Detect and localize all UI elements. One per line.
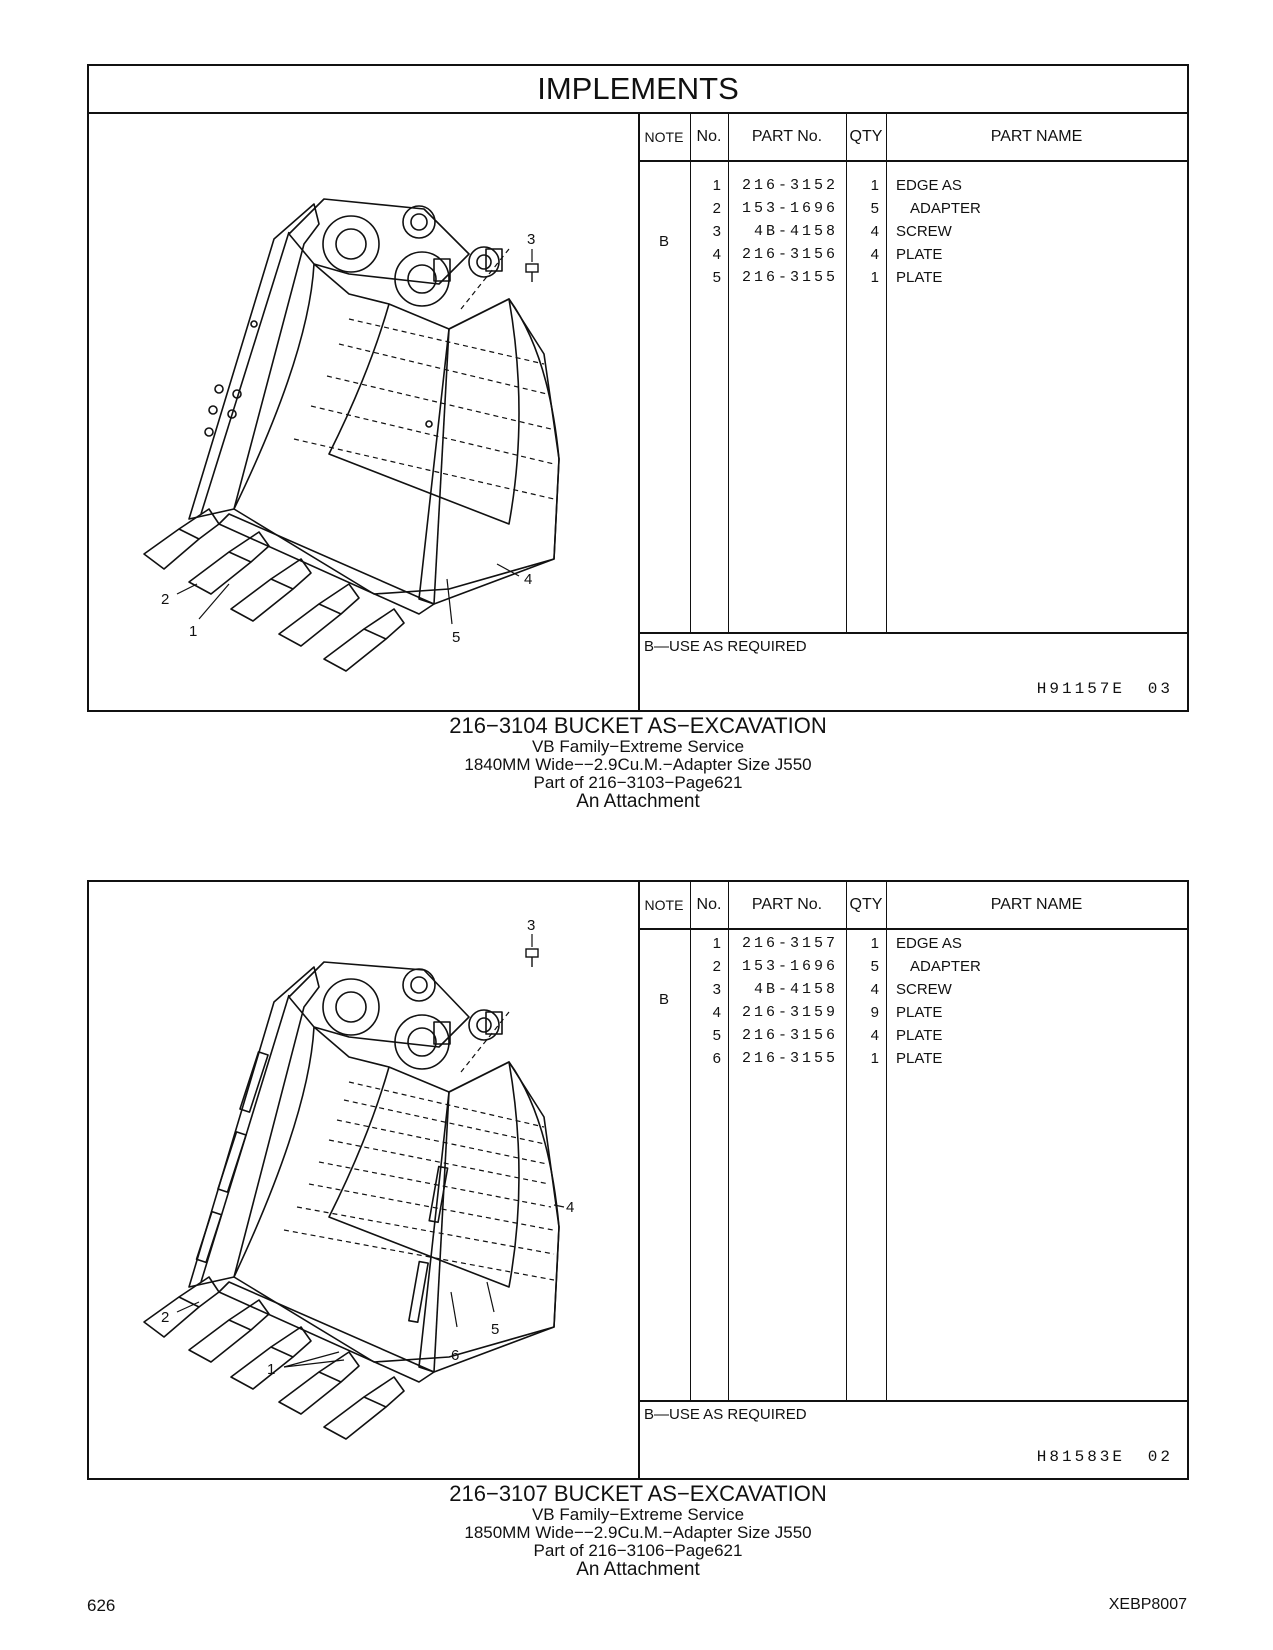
row-part-no: 216-3157 [741,935,838,952]
table-footer [638,1400,1187,1480]
caption-2 [87,1482,1189,1579]
bucket-drawing [89,114,638,710]
row-part-no: 153-1696 [741,958,838,975]
row-qty: 1 [870,269,879,286]
footnote: B—USE AS REQUIRED [644,638,807,655]
row-part-no: 4B-4158 [753,223,838,240]
caption-line: Part of 216−3103−Page621 [533,773,743,792]
row-name: ADAPTER [910,200,981,217]
row-name: PLATE [896,1004,943,1021]
row-no: 1 [712,177,721,194]
table-header [638,114,1187,162]
caption-line: 1840MM Wide−−2.9Cu.M.−Adapter Size J550 [464,755,812,774]
row-qty: 4 [870,1027,879,1044]
caption-line: VB Family−Extreme Service [531,1505,745,1524]
col-note: NOTE [644,897,684,913]
row-name: EDGE AS [896,935,962,952]
reference-revision: 02 [1147,1448,1173,1466]
callout-label: 1 [189,623,198,640]
row-part-no: 4B-4158 [753,981,838,998]
row-name: EDGE AS [896,177,962,194]
row-name: PLATE [896,269,943,286]
callout-label: 1 [267,1361,276,1378]
row-qty: 4 [870,981,879,998]
col-note: NOTE [644,129,684,145]
row-no: 3 [712,223,721,240]
caption-title: 216−3107 BUCKET AS−EXCAVATION [449,1481,827,1506]
bucket-illustration-1 [89,114,640,710]
table-header [638,882,1187,930]
row-qty: 4 [870,246,879,263]
col-part-no: PART No. [751,128,823,145]
parts-table-1 [638,114,1187,710]
col-part-no: PART No. [751,896,823,913]
row-no: 2 [712,958,721,975]
row-part-no: 216-3152 [741,177,838,194]
row-name: SCREW [896,981,952,998]
col-qty: QTY [849,896,883,913]
bucket-drawing [89,882,638,1478]
row-no: 4 [712,1004,721,1021]
row-name: ADAPTER [910,958,981,975]
callout-label: 3 [527,917,536,934]
parts-table-2 [638,882,1187,1478]
row-qty: 1 [870,177,879,194]
row-part-no: 216-3155 [741,269,838,286]
caption-line: 1850MM Wide−−2.9Cu.M.−Adapter Size J550 [464,1523,812,1542]
callout-label: 6 [451,1347,460,1364]
caption-1 [87,714,1189,811]
row-name: PLATE [896,1050,943,1067]
note-cell: B [658,991,669,1008]
row-part-no: 216-3156 [741,1027,838,1044]
page-number: 626 [87,1596,116,1615]
callout-label: 2 [161,1309,170,1326]
caption-line: Part of 216−3106−Page621 [533,1541,743,1560]
col-part-name: PART NAME [990,128,1083,145]
parts-panel-1 [87,64,1189,712]
callout-label: 5 [491,1321,500,1338]
col-part-name: PART NAME [990,896,1083,913]
row-qty: 1 [870,935,879,952]
reference-code: H81583E [1036,1448,1125,1466]
note-cell: B [658,233,669,250]
col-no: No. [696,896,722,913]
bucket-illustration-2 [89,882,640,1478]
table-footer [638,632,1187,712]
reference-revision: 03 [1147,680,1173,698]
col-no: No. [696,128,722,145]
caption-line: An Attachment [576,1559,700,1580]
row-part-no: 216-3159 [741,1004,838,1021]
caption-line: VB Family−Extreme Service [531,737,745,756]
caption-title: 216−3104 BUCKET AS−EXCAVATION [449,713,827,738]
row-part-no: 216-3156 [741,246,838,263]
row-part-no: 153-1696 [741,200,838,217]
row-no: 1 [712,935,721,952]
row-no: 6 [712,1050,721,1067]
col-qty: QTY [849,128,883,145]
row-part-no: 216-3155 [741,1050,838,1067]
callout-label: 2 [161,591,170,608]
row-no: 5 [712,1027,721,1044]
row-name: PLATE [896,1027,943,1044]
callout-label: 3 [527,231,536,248]
row-no: 4 [712,246,721,263]
document-code: XEBP8007 [1108,1596,1187,1613]
row-no: 3 [712,981,721,998]
callout-label: 5 [452,629,461,646]
callout-label: 4 [566,1199,575,1216]
row-no: 5 [712,269,721,286]
parts-panel-2 [87,880,1189,1480]
row-qty: 1 [870,1050,879,1067]
callout-label: 4 [524,571,533,588]
row-name: PLATE [896,246,943,263]
section-title: IMPLEMENTS [89,66,1187,114]
row-name: SCREW [896,223,952,240]
footnote: B—USE AS REQUIRED [644,1406,807,1423]
row-qty: 5 [870,958,879,975]
caption-line: An Attachment [576,791,700,812]
row-no: 2 [712,200,721,217]
row-qty: 9 [870,1004,879,1021]
row-qty: 5 [870,200,879,217]
row-qty: 4 [870,223,879,240]
reference-code: H91157E [1036,680,1125,698]
